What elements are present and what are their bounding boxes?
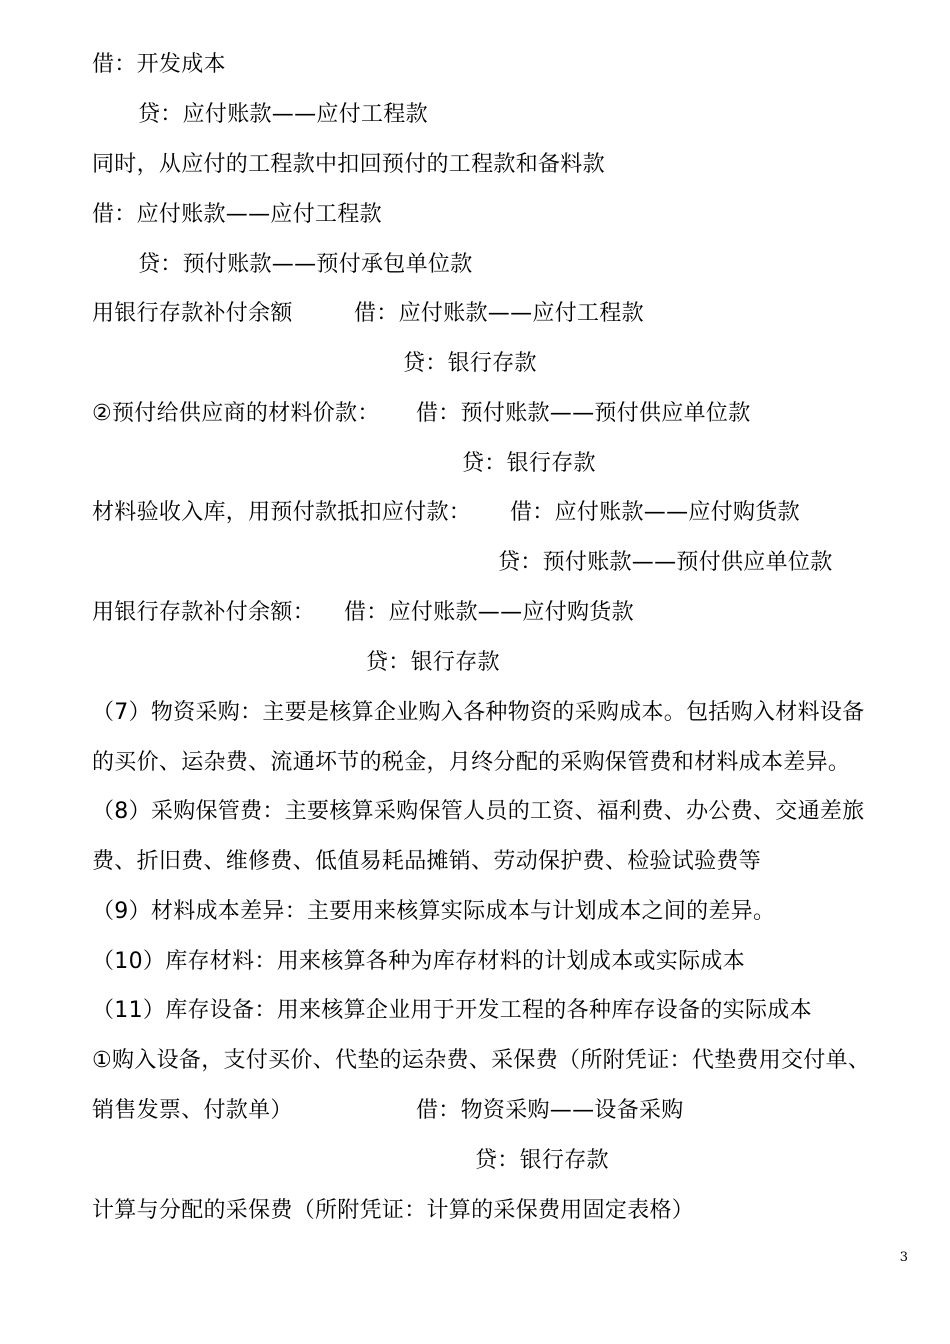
text-line: 费、折旧费、维修费、低值易耗品摊销、劳动保护费、检验试验费等 (92, 849, 762, 874)
text-line: 借：应付账款——应付工程款 (92, 202, 382, 227)
page-number: 3 (899, 1250, 908, 1265)
text-line: ①购入设备，支付买价、代垫的运杂费、采保费（所附凭证：代垫费用交付单、 (92, 1048, 871, 1073)
text-line: 贷：银行存款 (403, 351, 537, 376)
text-line: （7）物资采购：主要是核算企业购入各种物资的采购成本。包括购入材料设备 (92, 700, 865, 725)
text-line: 贷：应付账款——应付工程款 (138, 102, 428, 127)
text-line: 借：应付账款——应付购货款 (510, 500, 800, 525)
text-line: 的买价、运杂费、流通坏节的税金，月终分配的采购保管费和材料成本差异。 (92, 750, 851, 775)
text-line: 用银行存款补付余额 (92, 301, 293, 326)
text-line: （9）材料成本差异：主要用来核算实际成本与计划成本之间的差异。 (92, 899, 776, 924)
text-line: 贷：预付账款——预付承包单位款 (138, 252, 473, 277)
text-line: 借：应付账款——应付购货款 (344, 600, 634, 625)
text-line: 借：预付账款——预付供应单位款 (416, 401, 751, 426)
text-line: 贷：预付账款——预付供应单位款 (498, 550, 833, 575)
text-line: 借：开发成本 (92, 52, 226, 77)
text-line: 计算与分配的采保费（所附凭证：计算的采保费用固定表格） (92, 1198, 695, 1223)
text-line: ②预付给供应商的材料价款： (92, 401, 380, 426)
text-line: （10）库存材料：用来核算各种为库存材料的计划成本或实际成本 (92, 949, 745, 974)
text-line: 借：应付账款——应付工程款 (354, 301, 644, 326)
text-line: 用银行存款补付余额： (92, 600, 316, 625)
text-line: （8）采购保管费：主要核算采购保管人员的工资、福利费、办公费、交通差旅 (92, 799, 865, 824)
text-line: 贷：银行存款 (462, 451, 596, 476)
text-line: 借：物资采购——设备采购 (416, 1098, 684, 1123)
text-line: 同时，从应付的工程款中扣回预付的工程款和备料款 (92, 152, 605, 177)
text-line: 贷：银行存款 (366, 650, 500, 675)
text-line: 贷：银行存款 (475, 1148, 609, 1173)
text-line: 销售发票、付款单） (92, 1098, 293, 1123)
text-line: 材料验收入库，用预付款抵扣应付款： (92, 500, 472, 525)
text-line: （11）库存设备：用来核算企业用于开发工程的各种库存设备的实际成本 (92, 998, 812, 1023)
